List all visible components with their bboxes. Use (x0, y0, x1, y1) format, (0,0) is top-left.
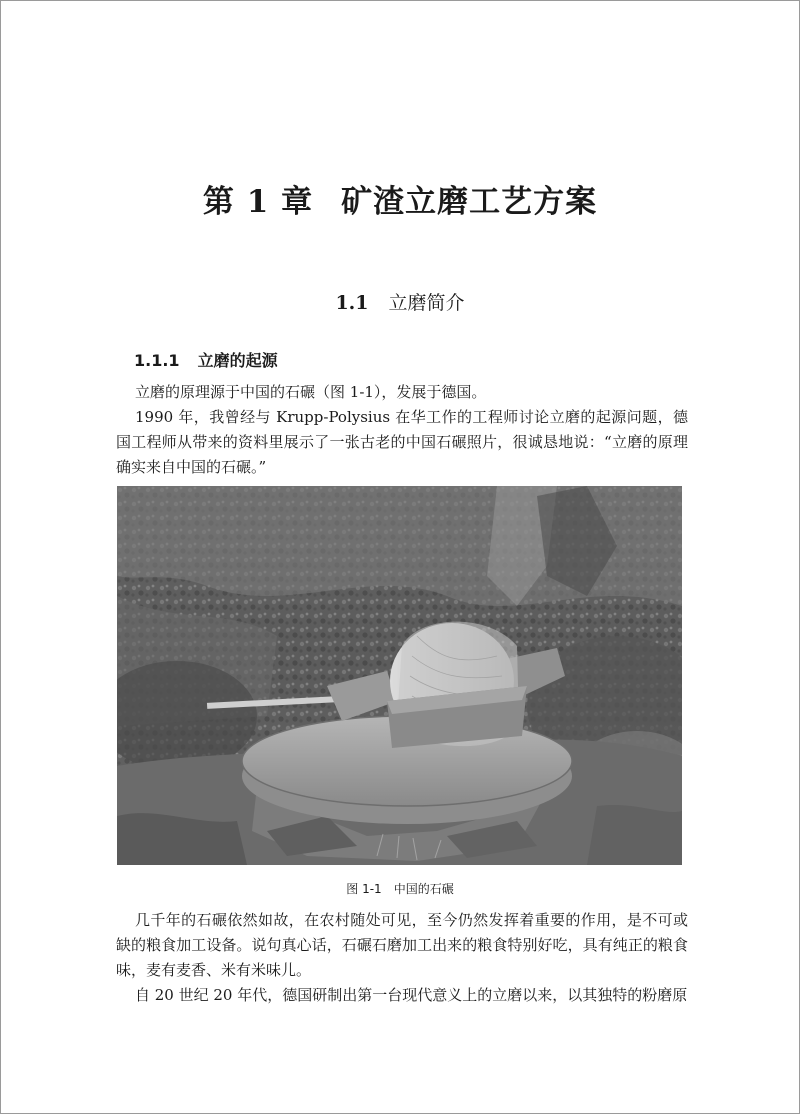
paragraph-1: 立磨的原理源于中国的石碾（图 1-1），发展于德国。 (135, 383, 487, 401)
paragraph-2: 1990 年，我曾经与 Krupp-Polysius 在华工作的工程师讨论立磨的起源问题，德国工程师从带来的资料里展示了一张古老的中国石碾照片，很诚恳地说：“立磨的原理确实来自中国的石碾。” (116, 408, 688, 476)
figure-stone-roller-photo (117, 486, 682, 865)
paragraph-3: 几千年的石碾依然如故，在农村随处可见，至今仍然发挥着重要的作用，是不可或缺的粮食加工设备。说句真心话，石碾石磨加工出来的粮食特别好吃，具有纯正的粮食味，麦有麦香、米有米味儿。 (116, 911, 688, 979)
paragraph-4: 自 20 世纪 20 年代，德国研制出第一台现代意义上的立磨以来，以其独特的粉磨原 (135, 986, 688, 1004)
subsection-title (134, 348, 278, 371)
chapter-title (0, 176, 800, 221)
section-title-text: 立磨简介 (388, 292, 465, 314)
subsection-title-text: 立磨的起源 (197, 351, 278, 370)
figure-caption (0, 880, 800, 897)
figure-caption-text: 中国的石碾 (393, 882, 454, 896)
section-number: 1.1 (335, 292, 369, 314)
figure-number: 图 1-1 (346, 882, 382, 896)
subsection-number: 1.1.1 (134, 351, 180, 370)
chapter-number: 第 1 章 (202, 184, 314, 220)
stone-roller-illustration (117, 486, 682, 865)
section-title (0, 288, 800, 315)
chapter-title-text: 矿渣立磨工艺方案 (341, 184, 598, 220)
